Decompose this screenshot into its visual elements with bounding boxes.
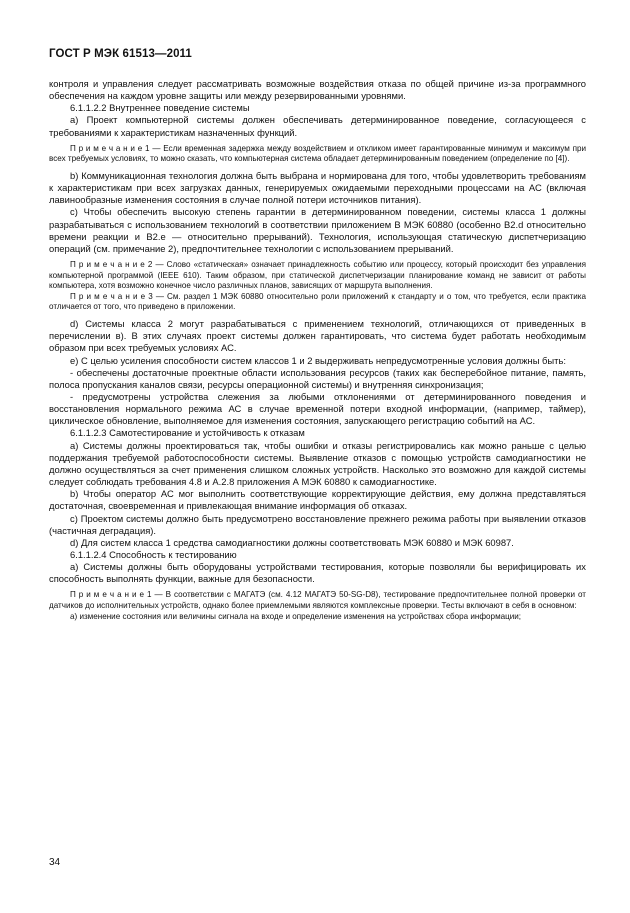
note: П р и м е ч а н и е 1 — В соответствии с МАГАТЭ (см. 4.12 МАГАТЭ 50-SG-D8), тестирование предпочтительнее полной проверки от датчиков до исполнительных устройств, однако более приемлемыми являются комплексные проверки. Тесты включают в себя в основном:: [49, 590, 586, 611]
paragraph: b) Чтобы оператор АС мог выполнить соответствующие корректирующие действия, ему должна представляться достаточная, своевременная и привлекающая внимание информация об отказах.: [49, 488, 586, 512]
paragraph: контроля и управления следует рассматривать возможные воздействия отказа по общей причине из-за программного обеспечения на каждом уровне защиты или между резервированными уровнями.: [49, 78, 586, 102]
note-list-item: а) изменение состояния или величины сигнала на входе и определение изменения на устройствах сбора информации;: [70, 611, 522, 621]
section-heading: 6.1.1.2.3 Самотестирование и устойчивость к отказам: [70, 427, 305, 439]
note: П р и м е ч а н и е 3 — См. раздел 1 МЭК 60880 относительно роли приложений к стандарту и о том, что требуется, если практика отличается от того, что приведено в приложении.: [49, 291, 586, 312]
paragraph: d) Для систем класса 1 средства самодиагностики должны соответствовать МЭК 60880 и МЭК 60987.: [70, 536, 514, 548]
list-item: - предусмотрены устройства слежения за любыми отклонениями от детерминированного поведения и восстановления нормального режима АС в случае временной потери входной информации, (например, таймер), циклическое обновление, выполняемое для изменения состояния, запускающего регистрацию событий на АС.: [49, 390, 586, 427]
list-item: - обеспечены достаточные проектные области использования ресурсов (таких как бесперебойное питание, память, полоса пропускания каналов связи, ресурсы операционной системы) и внутренняя синхронизация;: [49, 366, 586, 390]
paragraph: а) Проект компьютерной системы должен обеспечивать детерминированное поведение, согласующееся с требованиями к характеристикам назначенных функций.: [49, 114, 586, 138]
paragraph: а) Системы должны быть оборудованы устройствами тестирования, которые позволяли бы верифицировать их способность выполнять функции, важные для безопасности.: [49, 561, 586, 585]
document-body: [49, 78, 586, 622]
section-heading: 6.1.1.2.4 Способность к тестированию: [70, 549, 237, 560]
note: П р и м е ч а н и е 2 — Слово «статическая» означает принадлежность событию или процессу, который происходит без управления компьютерной программой (IEEE 610). Таким образом, при статической диспетчеризации планирование команд не зависит от работы компьютера, хотя возможно конечное число различных планов, зависящих от маршрута выполнения.: [49, 260, 586, 291]
document-header: ГОСТ Р МЭК 61513—2011: [49, 48, 192, 60]
section-heading: 6.1.1.2.2 Внутреннее поведение системы: [70, 102, 250, 114]
paragraph: а) Системы должны проектироваться так, чтобы ошибки и отказы регистрировались как можно раньше с целью поддержания требуемой работоспособности системы. Выявление отказов с помощью устройств самодиагностики не должно осуществляться за счет применения слишком сложных устройств. Насколько это возможно для каждой системы следует соблюдать требования 4.8 и А.2.8 приложения А МЭК 60880 к самодиагностике.: [49, 439, 586, 488]
note: П р и м е ч а н и е 1 — Если временная задержка между воздействием и откликом имеет гарантированные минимум и максимум при всех требуемых условиях, то можно сказать, что компьютерная система обладает детерминированным поведением (определение по [4]).: [49, 143, 586, 164]
paragraph: с) Проектом системы должно быть предусмотрено восстановление прежнего режима работы при выявлении отказов (частичная деградация).: [49, 512, 586, 536]
paragraph: с) Чтобы обеспечить высокую степень гарантии в детерминированном поведении, системы класса 1 должны разрабатываться с использованием технологий в соответствии приложением В МЭК 60880 (особенно В2.d относительно времени реакции и В2.е — относительно прерываний). Технология, использующая статическую диспетчеризацию операций (см. примечание 2), предпочтительнее технологии с использованием прерываний.: [49, 206, 586, 254]
paragraph: b) Коммуникационная технология должна быть выбрана и нормирована для того, чтобы удовлетворить требованиям к характеристикам при всех загрузках данных, генерируемых ожидаемыми переходными процессами на АС (включая лавинообразные изменения состояния в случае полной потери источников питания).: [49, 169, 586, 206]
paragraph: d) Системы класса 2 могут разрабатываться с применением технологий, отличающихся от приведенных в перечислении в). В этих случаях проект системы должен гарантировать, что система будет работать необходимым образом при всех требуемых условиях АС.: [49, 318, 586, 354]
paragraph: е) С целью усиления способности систем классов 1 и 2 выдерживать непредусмотренные условия должны быть:: [70, 354, 566, 366]
page-number: 34: [49, 857, 61, 868]
